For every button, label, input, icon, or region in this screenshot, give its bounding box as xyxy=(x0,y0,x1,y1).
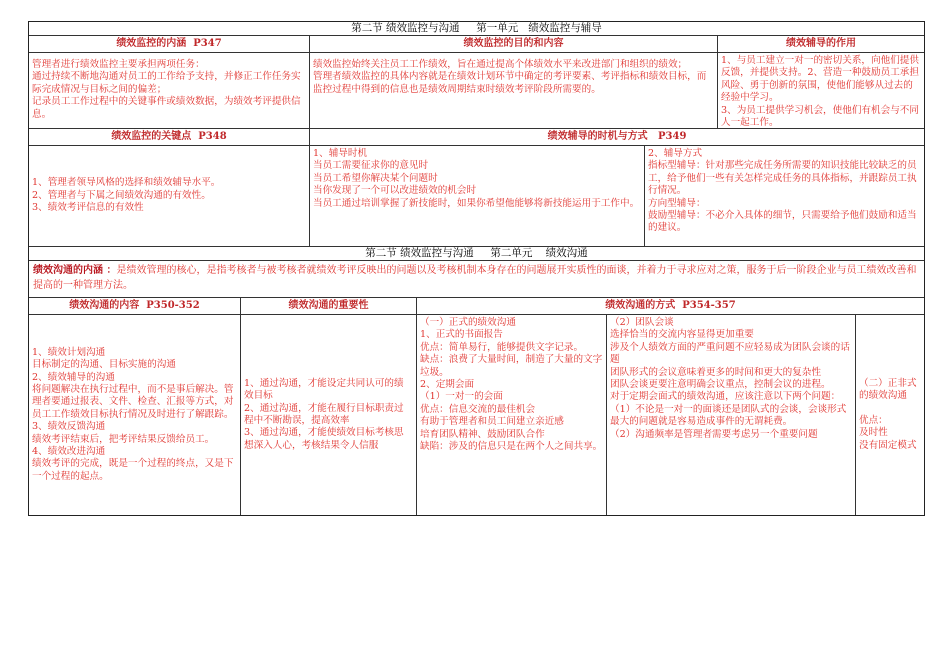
header-communication-content: 绩效沟通的内容 P350-352 xyxy=(29,298,241,314)
section2-definition-row xyxy=(29,261,924,298)
monitoring-purpose-text: 绩效监控始终关注员工工作绩效，旨在通过提高个体绩效水平来改进部门和组织的绩效； 管理者绩效监控的具体内容就是在绩效计划环节中确定的考评要素、考评指标和绩效目标，而监控过程中得到的信息也是绩效周期结束时绩效考评阶段所需要的。 xyxy=(310,53,718,128)
header-monitoring-meaning: 绩效监控的内涵 P347 xyxy=(29,36,310,52)
section2-title: 第二节 绩效监控与沟通 第二单元 绩效沟通 xyxy=(365,247,588,259)
coaching-timing-text: 1、辅导时机 当员工需要征求你的意见时 当员工希望你解决某个问题时 当你发现了一个可以改进绩效的机会时 当员工通过培训掌握了新技能时，如果你希望他能够将新技能运用于工作中。 xyxy=(310,146,645,246)
coaching-role-text: 1、与员工建立一对一的密切关系，向他们提供反馈，并提供支持。2、营造一种鼓励员工承担风险、勇于创新的氛围，使他们能够从过去的经验中学习。 3、为员工提供学习机会，使他们有机会与不同人一起工作。 xyxy=(721,55,919,128)
definition-label: 绩效沟通的内涵 ： xyxy=(33,265,117,276)
team-meeting-text: （2）团队会谈 选择恰当的交流内容显得更加重要 涉及个人绩效方面的严重问题不应轻易成为团队会谈的话题 团队形式的会议意味着更多的时间和更大的复杂性 团队会谈更要注意明确会议重点，控制会议的进程。 对于定期会面式的绩效沟通，应该注意以下两个问题：（1）不论是一对一的面谈还是团队式的会谈，会谈形式最大的问题就是容易造成事件的无谓耗费。 （2）沟通频率是管理者需要考虑另一个重要问题 xyxy=(607,315,856,515)
header-monitoring-keypoints: 绩效监控的关键点 P348 xyxy=(29,129,310,145)
formal-communication-text: （一）正式的绩效沟通 1、正式的书面报告 优点：简单易行，能够提供文字记录。 缺点：浪费了大量时间，制造了大量的文字垃圾。 2、定期会面 （1）一对一的会面 优点：信息交流的最佳机会 有助于管理者和员工间建立亲近感 培育团队精神、鼓励团队合作 缺陷：涉及的信息只是在两个人之间共享。 xyxy=(417,315,607,515)
monitoring-meaning-text: 管理者进行绩效监控主要承担两项任务： 通过持续不断地沟通对员工的工作给予支持，并修正工作任务实际完成情况与目标之间的偏差； 记录员工工作过程中的关键事件或绩效数据，为绩效考评提供信息。 xyxy=(29,53,310,128)
section1-content-row-2 xyxy=(29,146,924,247)
monitoring-keypoints-text: 1、管理者领导风格的选择和绩效辅导水平。 2、管理者与下属之间绩效沟通的有效性。 3、绩效考评信息的有效性 xyxy=(29,146,310,246)
section2-header-row xyxy=(29,298,924,315)
header-communication-methods: 绩效沟通的方式 P354-357 xyxy=(605,300,736,311)
coaching-method-text: 2、辅导方式 指标型辅导：针对那些完成任务所需要的知识技能比较缺乏的员工，给予他们一些有关怎样完成任务的具体指标，并跟踪员工执行情况。 方向型辅导： 鼓励型辅导：不必介入具体的细节，只需要给予他们鼓励和适当的建议。 xyxy=(648,148,917,234)
definition-text: 是绩效管理的核心，是指考核者与被考核者就绩效考评反映出的问题以及考核机制本身存在的问题展开实质性的面谈，并着力于寻求应对之策，服务于后一阶段企业与员工绩效改善和提高的一种管理方法。 xyxy=(33,265,917,291)
section2-content-row xyxy=(29,315,924,515)
communication-importance-text: 1、通过沟通，才能设定共同认可的绩效目标 2、通过沟通，才能在履行目标职责过程中不断勘误，提高效率 3、通过沟通，才能使绩效目标考核思想深入人心，考核结果令人信服 xyxy=(241,315,417,515)
header-coaching-role: 绩效辅导的作用 xyxy=(786,38,856,49)
informal-communication-text: （二）正非式的绩效沟通 优点： 及时性 没有固定模式 xyxy=(859,377,917,451)
section1-title: 第二节 绩效监控与沟通 第一单元 绩效监控与辅导 xyxy=(351,22,602,34)
section2-title-row xyxy=(29,247,924,261)
section1-title-row xyxy=(29,22,924,36)
header-coaching-timing: 绩效辅导的时机与方式 P349 xyxy=(547,131,687,142)
communication-content-text: 1、绩效计划沟通 目标制定的沟通、目标实施的沟通 2、绩效辅导的沟通 将问题解决在执行过程中，而不是事后解决。管理者要通过报表、文件、检查、汇报等方式，对员工工作绩效目标执行情况及时进行了解跟踪。 3、绩效反馈沟通 绩效考评结束后，把考评结果反馈给员工。 4、绩效改进沟通 绩效考评的完成，既是一个过程的终点，又是下一个过程的起点。 xyxy=(29,315,241,515)
summary-sheet xyxy=(28,21,925,516)
header-monitoring-purpose: 绩效监控的目的和内容 xyxy=(310,36,718,52)
section1-header-row-1 xyxy=(29,36,924,53)
header-communication-importance: 绩效沟通的重要性 xyxy=(241,298,417,314)
communication-definition xyxy=(29,261,924,297)
section1-content-row-1 xyxy=(29,53,924,129)
section1-header-row-2 xyxy=(29,129,924,146)
